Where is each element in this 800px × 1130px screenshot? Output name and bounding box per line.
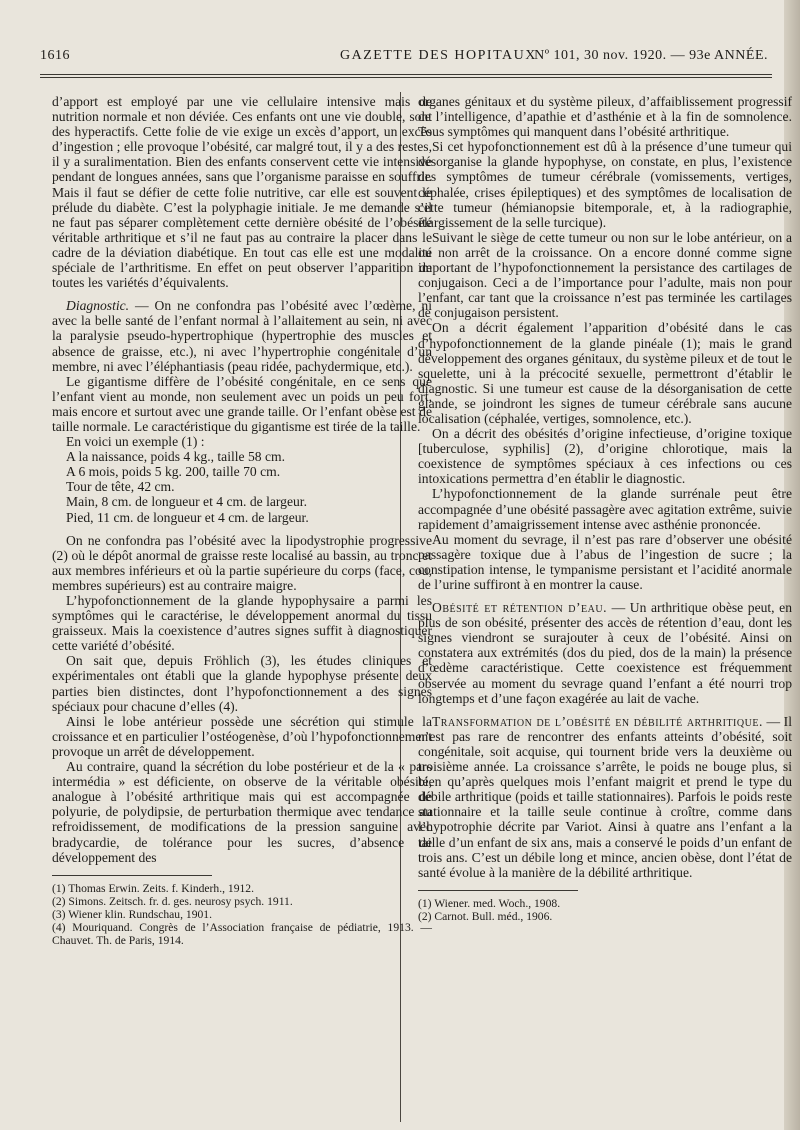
list-item: Pied, 11 cm. de longueur et 4 cm. de largeur.: [66, 509, 309, 525]
paragraph: Suivant le siège de cette tumeur ou non sur le lobe antérieur, on a ou non arrêt de la croissance. On a encore donné comme signe important de l’hypofonctionnement la persistance des cartilages de conjugaison. Ceci a de l’importance pour l’adulte, mais non pour l’enfant, car tant que la croissance n’est pas terminée les cartilages de conjugaison persistent.: [418, 229, 792, 321]
paragraph: On a décrit des obésités d’origine infectieuse, d’origine toxique [tuberculose, syphilis] (2), d’origine chlorotique, mais la coexistence de symptômes spéciaux à ces infections ou ces intoxications permettra d’en établir le diagnostic.: [418, 426, 792, 487]
list-item: Main, 8 cm. de longueur et 4 cm. de largeur.: [66, 494, 307, 510]
paragraph: d’apport est employé par une vie cellulaire intensive mais de nutrition normale et non déviée. Ces enfants ont une vie double, sont des hyperactifs. Cette folie de vie exige un excès d’apport, un excès d’ingestion ; elle provoque l’obésité, car malgré tout, il y a des restes, il y a suralimentation. Bien des enfants conservent cette vie intensive pendant de longues années, sans que l’organisme paraisse en souffrir. Mais il faut se défier de cette folie nutritive, car elle est souvent le prélude du diabète. C’est la polyphagie initiale. Je me demande s’il ne faut pas séparer complètement cette dernière obésité de l’obésité véritable arthritique et s’il ne faut pas au contraire la placer dans le cadre de la déviation diabétique. En tout cas elle est une modalité spéciale de l’arthritisme. En effet on peut observer l’apparition de toutes les variétés d’équivalents.: [52, 94, 432, 291]
section-heading: Transformation de l’obésité en débilité arthritique.: [432, 713, 763, 729]
paragraph-water-retention: [418, 600, 792, 706]
paragraph-transformation: [418, 714, 792, 880]
page-number: 1616: [40, 48, 70, 63]
footnote: (1) Wiener. med. Woch., 1908.: [418, 896, 561, 910]
issue-info: Nº 101, 30 nov. 1920. — 93e ANNÉE.: [534, 48, 768, 63]
paragraph: Si cet hypofonctionnement est dû à la présence d’une tumeur qui désorganise la glande hypophyse, on constate, en plus, l’existence des symptômes de tumeur cérébrale (vomissements, vertiges, céphalée, crises épileptiques) et des symptômes de localisation de cette tumeur (hémianopsie bitemporale, et, à la radiographie, élargissement de la selle turcique).: [418, 139, 792, 230]
paragraph: On sait que, depuis Fröhlich (3), les études cliniques et expérimentales ont établi que la glande hypophyse présente deux parties bien distinctes, dont l’hypofonctionnement a des signes spéciaux pour chacune d’elles (4).: [52, 653, 432, 714]
paragraph: Ainsi le lobe antérieur possède une sécrétion qui stimule la croissance et en particulier l’ostéogenèse, d’où l’hypofonctionnement provoque un arrêt de développement.: [52, 713, 432, 759]
header-rule-top: [40, 74, 772, 75]
paragraph-text: — Un arthritique obèse peut, en plus de son obésité, présenter des accès de rétention d’eau, dont les signes viendront se surajouter à ceux de l’obésité. Ainsi on constatera aux extrémités (dos du pied, dos de la main) la présence d’œdème caractéristique. Cette coexistence est fréquemment observée au moment du sevrage quand l’enfant a été nourri trop longtemps et d’une façon exagérée au lait de vache.: [418, 600, 792, 706]
right-column: [418, 94, 792, 923]
header-rule-bottom: [40, 77, 772, 78]
paragraph-text: — On ne confondra pas l’obésité avec l’œdème, ni avec la belle santé de l’enfant normal à l’allaitement au sein, ni avec la paralysie pseudo-hypertrophique (hypertrophie des muscles et absence de graisse, etc.), ni avec l’hypertrophie congénitale d’un membre, ni avec l’éléphantiasis (peau ridée, pachydermique, etc.).: [52, 298, 432, 374]
paragraph-text: — Il n’est pas rare de rencontrer des enfants atteints d’obésité, soit congénitale, soit acquise, qui tournent bride vers la deuxième ou troisième année. La croissance s’arrête, le poids ne bouge plus, si bien qu’après quelques mois l’enfant maigrit et prend le type du débile arthritique (poids et taille stationnaires). Parfois le poids reste stationnaire et la taille seule continue à croître, comme dans l’hypotrophie décrite par Variot. Ainsi à quatre ans l’enfant a la taille d’un enfant de six ans, mais a conservé le poids d’un enfant de trois ans. C’est un débile long et mince, ancien obèse, dont l’état de santé évolue à la manière de la débilité arthritique.: [418, 713, 792, 880]
footnote: (2) Simons. Zeitsch. fr. d. ges. neurosy psych. 1911.: [52, 894, 293, 908]
paragraph-diagnostic: [52, 298, 432, 373]
paragraph: L’hypofonctionnement de la glande hypophysaire a parmi les symptômes qui le caractérise, le développement anormal du tissu graisseux. Mais la coexistence d’autres signes suffit à diagnostiquer cette variété d’obésité.: [52, 593, 432, 654]
paragraph: organes génitaux et du système pileux, d’affaiblissement progressif de l’intelligence, d’apathie et d’asthénie et à la fin de somnolence. Tous symptômes qui manquent dans l’obésité arthritique.: [418, 94, 792, 140]
paragraph: On ne confondra pas l’obésité avec la lipodystrophie progressive (2) où le dépôt anormal de graisse reste localisé au bassin, au tronc et aux membres inférieurs et où la partie supérieure du corps (face, cou, membres supérieurs) est au contraire maigre.: [52, 532, 432, 593]
list-item: A la naissance, poids 4 kg., taille 58 cm.: [66, 449, 285, 465]
paragraph: Au contraire, quand la sécrétion du lobe postérieur et de la « pars intermédia » est déficiente, on observe de la véritable obésité, analogue à l’obésité arthritique mais qui est accompagnée de polyurie, de polydipsie, de perturbation thermique avec tendance au refroidissement, de modifications de la pression sanguine avec bradycardie, de tolérance pour les sucres, d’absence de développement des: [52, 759, 432, 865]
list-item: Tour de tête, 42 cm.: [66, 479, 175, 495]
footnote-rule: [418, 890, 578, 891]
journal-title: GAZETTE DES HOPITAUX: [340, 48, 537, 63]
footnote: (3) Wiener klin. Rundschau, 1901.: [52, 907, 212, 921]
paragraph: En voici un exemple (1) :: [66, 434, 205, 450]
footnote: (1) Thomas Erwin. Zeits. f. Kinderh., 1912.: [52, 881, 254, 895]
paragraph: Au moment du sevrage, il n’est pas rare d’observer une obésité passagère toxique due à l’abus de l’ingestion de sucre ; la constipation intense, le tympanisme persistant et l’acidité anormale de l’urine suffiront à en montrer la cause.: [418, 531, 792, 592]
left-column: [52, 94, 432, 947]
footnote-rule: [52, 875, 212, 876]
paragraph: L’hypofonctionnement de la glande surrénale peut être accompagnée d’une obésité passagère avec agitation extrême, suivie rapidement d’amaigrissement intense avec asthénie prononcée.: [418, 486, 792, 532]
footnote: (2) Carnot. Bull. méd., 1906.: [418, 909, 553, 923]
page-header: [40, 44, 780, 70]
section-heading: Diagnostic.: [66, 298, 130, 314]
list-item: A 6 mois, poids 5 kg. 200, taille 70 cm.: [66, 464, 281, 480]
footnote: (4) Mouriquand. Congrès de l’Association française de pédiatrie, 1913. — Chauvet. Th. de Paris, 1914.: [52, 920, 432, 947]
paragraph: Le gigantisme diffère de l’obésité congénitale, en ce sens que l’enfant vient au monde, non seulement avec un poids un peu fort, mais encore et surtout avec une grande taille. Or l’enfant obèse est de taille normale. Le caractéristique du gigantisme est tirée de la taille.: [52, 373, 432, 434]
paragraph: On a décrit également l’apparition d’obésité dans le cas d’hypofonctionnement de la glande pinéale (1); mais le grand développement des organes génitaux, du système pileux et de tout le squelette, uni à la précocité sexuelle, permettront d’établir le diagnostic. Si une tumeur est cause de la désorganisation de cette glande, se joindront les signes de tumeur cérébrale sans aucune localisation (céphalée, vertiges, somnolence, etc.).: [418, 320, 792, 426]
section-heading: Obésité et rétention d’eau.: [432, 600, 608, 616]
